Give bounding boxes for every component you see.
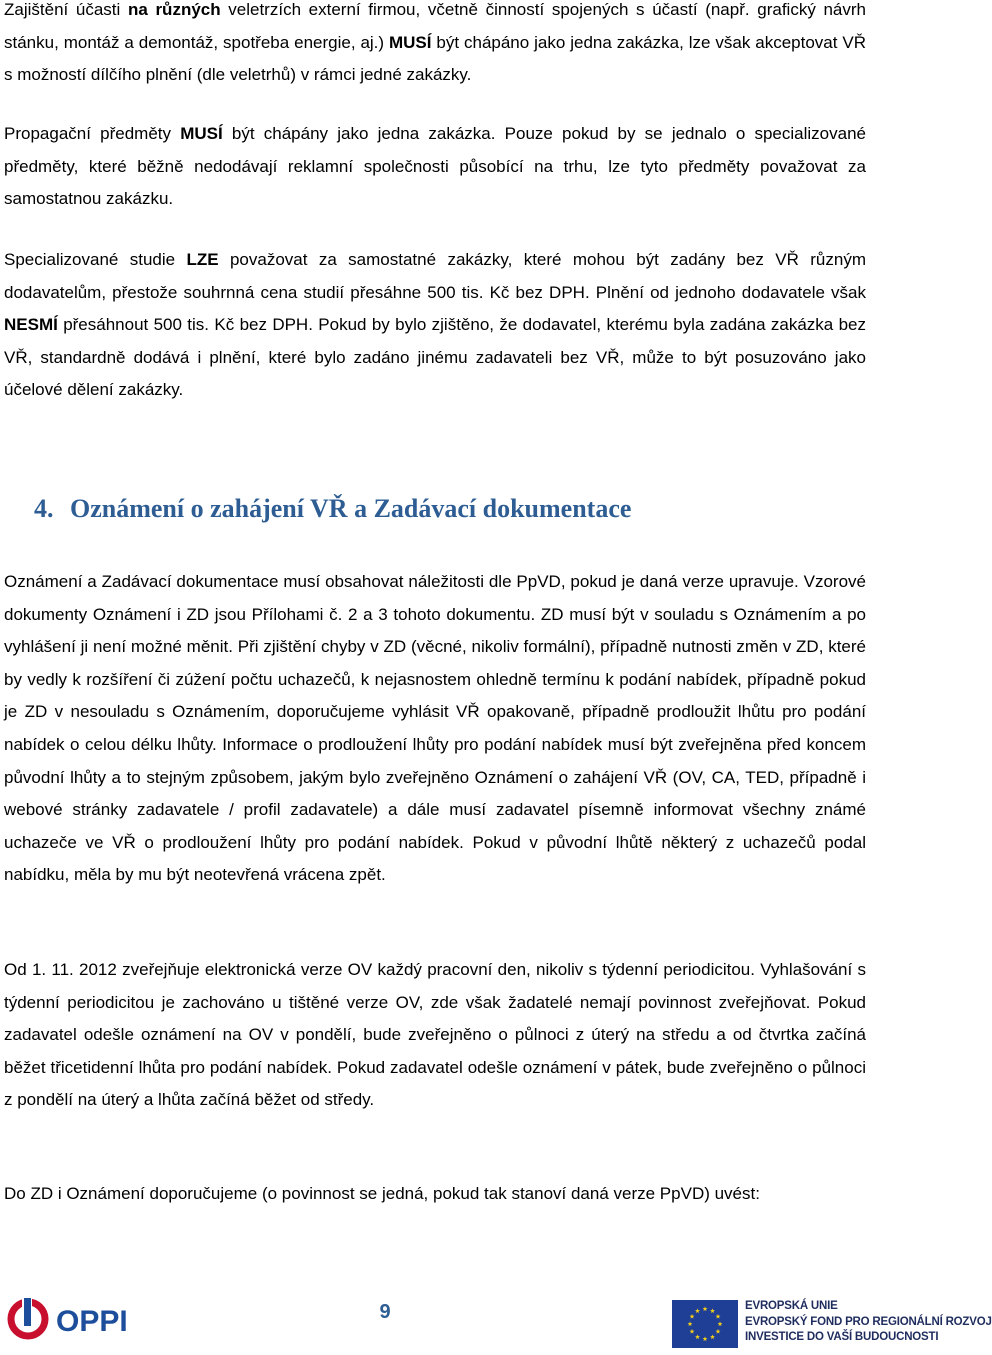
section-title: Oznámení o zahájení VŘ a Zadávací dokumentace xyxy=(70,494,632,523)
paragraph-oznameni-zd: Oznámení a Zadávací dokumentace musí obsahovat náležitosti dle PpVD, pokud je daná verze upravuje. Vzorové dokumenty Oznámení i ZD jsou Přílohami č. 2 a 3 tohoto dokumentu. ZD musí být v souladu s Oznámením a po vyhlášení ji není možné měnit. Při zjištění chyby v ZD (věcné, nikoliv formální), případně nutnosti změn v ZD, které by vedly k rozšíření či zúžení počtu uchazečů, k nejasnostem ohledně termínu k podání nabídek, případně pokud je ZD v nesouladu s Oznámením, doporučujeme vyhlásit VŘ opakovaně, případně prodloužit lhůtu pro podání nabídek o celou délku lhůty. Informace o prodloužení lhůty pro podání nabídek musí být zveřejněna před koncem původní lhůty a to stejným způsobem, jakým bylo zveřejněno Oznámení o zahájení VŘ (OV, CA, TED, případně i webové stránky zadavatele / profil zadavatele) a dále musí zadavatel písemně informovat všechny známé uchazeče ve VŘ o prodloužení lhůty pro podání nabídek. Pokud v původní lhůtě některý z uchazečů podal nabídku, měla by mu být neotevřená vrácena zpět. xyxy=(4,572,866,885)
text-run: považovat za samostatné zakázky, které mohou být zadány bez VŘ různým dodavatelům, přestože souhrnná cena studií přesáhne 500 tis. Kč bez DPH. Plnění od jednoho dodavatele však xyxy=(4,250,866,302)
text-bold: NESMÍ xyxy=(4,315,58,335)
eu-flag-icon xyxy=(672,1300,738,1348)
paragraph-do-zd-uvest: Do ZD i Oznámení doporučujeme (o povinnost se jedná, pokud tak stanoví daná verze PpVD) uvést: xyxy=(4,1184,760,1203)
text-run: Zajištění účasti xyxy=(4,0,128,19)
eu-line: EVROPSKÁ UNIE xyxy=(745,1300,838,1312)
text-run: přesáhnout 500 tis. Kč bez DPH. Pokud by bylo zjištěno, že dodavatel, kterému byla zadána zakázka bez VŘ, standardně dodává i plnění, které bylo zadáno jinému zadavateli bez VŘ, může to být posuzováno jako účelové dělení zakázky. xyxy=(4,315,866,400)
text-run: být chápáno jako jedna zakázka, lze však akceptovat VŘ s možností dílčího plnění (dle veletrhů) v rámci jedné zakázky. xyxy=(4,32,866,85)
eu-line: INVESTICE DO VAŠÍ BUDOUCNOSTI xyxy=(745,1331,939,1343)
page-footer xyxy=(0,1285,992,1355)
eu-line: EVROPSKÝ FOND PRO REGIONÁLNÍ ROZVOJ xyxy=(745,1315,992,1328)
text-run: být chápány jako jedna zakázka. Pouze pokud by se jednalo o specializované předměty, které běžně nedodávají reklamní společnosti působící na trhu, lze tyto předměty považovat za samostatnou zakázku. xyxy=(4,124,866,209)
text-run: Specializované studie xyxy=(4,250,187,269)
section-heading xyxy=(34,494,631,524)
oppi-logo xyxy=(6,1293,156,1343)
text-bold: MUSÍ xyxy=(180,124,223,143)
oppi-logo-text: OPPI xyxy=(56,1305,128,1338)
eu-funding-text xyxy=(745,1299,992,1346)
paragraph-ov-periodicita: Od 1. 11. 2012 zveřejňuje elektronická verze OV každý pracovní den, nikoliv s týdenní periodicitou. Vyhlašování s týdenní periodicitou je zachováno u tištěné verze OV, zde však žadatelé nemají povinnost zveřejňovat. Pokud zadavatel odešle oznámení na OV v pondělí, bude zveřejněno o půlnoci z úterý na středu a od čtvrtka začíná běžet třicetidenní lhůta pro podání nabídek. Pokud zadavatel odešle oznámení v pátek, bude zveřejněno o půlnoci z pondělí na úterý a lhůta začíná běžet od středy. xyxy=(4,960,866,1110)
text-bold: MUSÍ xyxy=(388,32,432,52)
text-bold: LZE xyxy=(186,250,219,269)
paragraph-veletrhy xyxy=(4,0,866,92)
paragraph-specializovane-studie xyxy=(4,244,866,407)
text-run: Propagační předměty xyxy=(4,124,181,143)
text-bold: na různých xyxy=(127,0,221,19)
page-number: 9 xyxy=(379,1301,391,1323)
text-run: veletrzích externí firmou, včetně činností spojených s účastí (např. grafický návrh stánku, montáž a demontáž, spotřeba energie, aj.) xyxy=(4,0,866,52)
section-number: 4. xyxy=(34,494,54,523)
paragraph-propagacni-predmety xyxy=(4,118,866,216)
